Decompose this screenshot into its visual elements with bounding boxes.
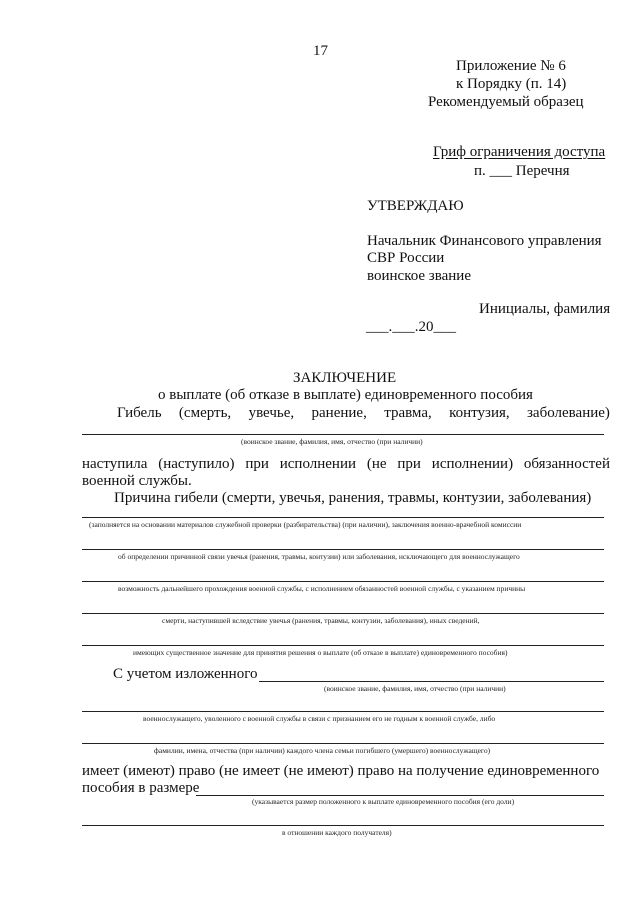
fill-line: [82, 645, 604, 646]
fill-line: [82, 581, 604, 582]
amount-caption: (указывается размер положенного к выплате единовременного пособия (его доли): [252, 797, 515, 806]
considering-label: С учетом изложенного: [113, 666, 258, 682]
cause-caption-4: смерти, наступившей вследствие увечья (ранения, травмы, контузии, заболевания), иных сведений,: [162, 616, 480, 625]
fill-line: [196, 795, 604, 796]
approval-date: ___.___.20___: [366, 319, 456, 335]
document-title: ЗАКЛЮЧЕНИЕ: [293, 370, 397, 386]
appendix-label: Приложение № 6: [456, 58, 566, 74]
statement-word: травма,: [384, 405, 432, 421]
statement-word: (не: [366, 456, 387, 472]
statement-word: обязанностей: [523, 456, 610, 472]
recipient-caption: в отношении каждого получателя): [282, 828, 392, 837]
cause-caption-3: возможность дальнейшего прохождения военной службы, с исполнением обязанностей военной службы, с указанием причины: [118, 584, 526, 593]
statement-word: увечье,: [248, 405, 295, 421]
cause-statement: Причина гибели (смерти, увечья, ранения, травмы, контузии, заболевания): [114, 490, 592, 506]
cause-caption-5: имеющих существенное значение для принятия решения о выплате (об отказе в выплате) единовременного пособия): [133, 648, 508, 657]
occurred-statement: [82, 456, 610, 473]
discharged-caption: военнослужащего, уволенного с военной службы в связи с признанием его не годным к военной службе, либо: [143, 714, 496, 723]
family-caption: фамилии, имена, отчества (при наличии) каждого члена семьи погибшего (умершего) военнослужащего): [154, 746, 491, 755]
occurred-statement-end: военной службы.: [82, 473, 192, 489]
fill-line: [82, 549, 604, 550]
access-stamp: Гриф ограничения доступа: [433, 144, 606, 160]
document-subtitle: о выплате (об отказе в выплате) единовременного пособия: [158, 387, 533, 403]
approver-rank: воинское звание: [367, 268, 471, 284]
access-item: п. ___ Перечня: [474, 163, 570, 179]
statement-word: (смерть,: [178, 405, 232, 421]
approve-heading: УТВЕРЖДАЮ: [367, 198, 464, 214]
page-number: 17: [313, 43, 328, 59]
sample-label: Рекомендуемый образец: [428, 94, 584, 110]
statement-word: при: [245, 456, 269, 472]
order-reference: к Порядку (п. 14): [456, 76, 567, 92]
considering-caption: (воинское звание, фамилия, имя, отчество (при наличии): [324, 684, 506, 693]
statement-word: заболевание): [527, 405, 610, 421]
death-statement: [117, 405, 610, 422]
approver-position: Начальник Финансового управления: [367, 233, 602, 249]
fill-line: [82, 711, 604, 712]
amount-label: пособия в размере: [82, 780, 200, 796]
caption-rank-name: (воинское звание, фамилия, имя, отчество (при наличии): [241, 437, 423, 446]
statement-word: ранение,: [311, 405, 367, 421]
statement-word: контузия,: [449, 405, 510, 421]
statement-word: (наступило): [158, 456, 235, 472]
fill-line: [82, 517, 604, 518]
statement-word: исполнении: [279, 456, 357, 472]
approver-name: Инициалы, фамилия: [479, 301, 611, 317]
cause-caption-1: (заполняется на основании материалов служебной проверки (разбирательства) (при наличии), заключения военно-врачебной комиссии: [89, 520, 522, 529]
fill-line: [259, 681, 604, 682]
right-statement: имеет (имеют) право (не имеет (не имеют) право на получение единовременного: [82, 763, 600, 779]
fill-line: [82, 613, 604, 614]
statement-word: при: [397, 456, 421, 472]
cause-caption-2: об определении причинной связи увечья (ранения, травмы, контузии) или заболевания, исключающего для военнослужащего: [118, 552, 520, 561]
fill-line: [82, 825, 604, 826]
statement-word: наступила: [82, 456, 148, 472]
fill-line: [82, 434, 604, 435]
statement-word: Гибель: [117, 405, 162, 421]
approver-organization: СВР России: [367, 250, 445, 266]
statement-word: исполнении): [431, 456, 514, 472]
fill-line: [82, 743, 604, 744]
